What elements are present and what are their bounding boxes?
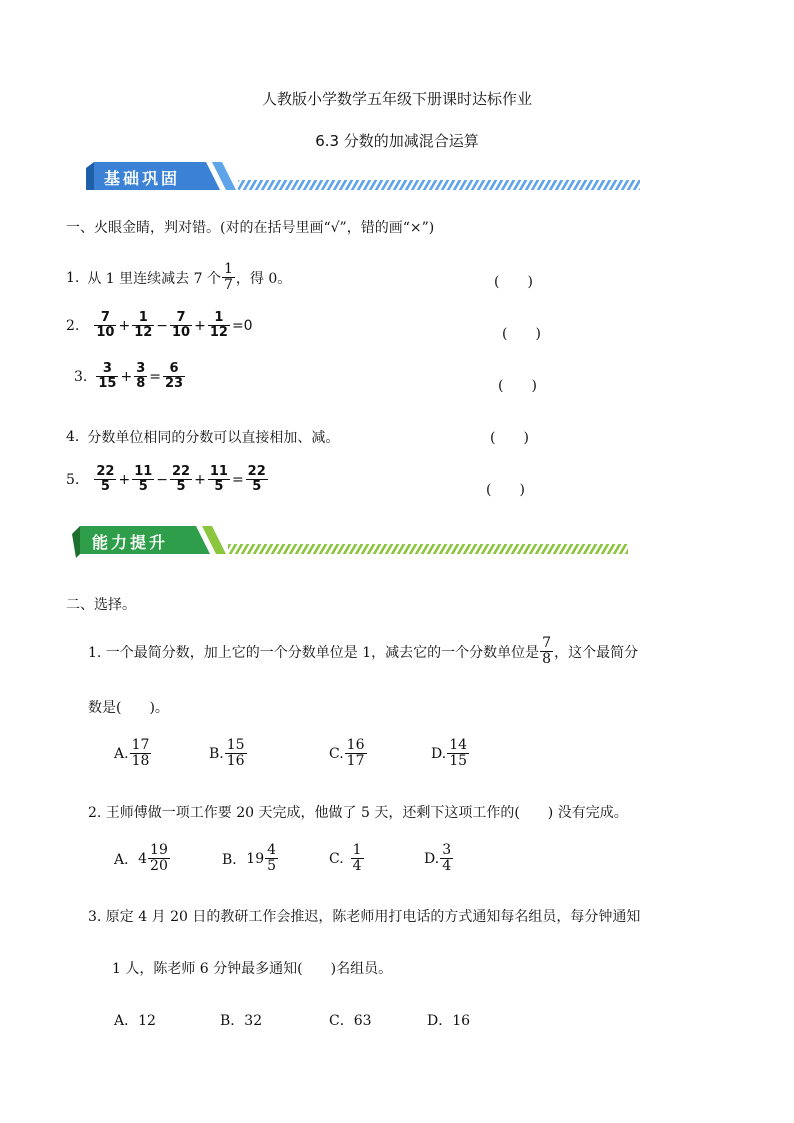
choice-option[interactable] — [114, 843, 171, 875]
choice-option[interactable] — [431, 738, 470, 770]
option-value: 32 — [244, 1013, 263, 1029]
option-label: C. — [329, 850, 344, 867]
equals: =0 — [231, 317, 253, 334]
option-value: 63 — [353, 1013, 372, 1029]
option-label: A. — [114, 745, 129, 762]
judge-q1 — [66, 262, 291, 294]
q-number: 1. — [66, 269, 80, 286]
option-label: B． — [222, 851, 247, 868]
option-label: C. — [329, 745, 344, 762]
judge-q5 — [66, 465, 269, 495]
fraction: $\frac{3}{8}$ — [136, 361, 146, 392]
choice-option[interactable] — [329, 843, 365, 875]
choice-option[interactable] — [222, 843, 279, 875]
choice-q1 — [88, 636, 638, 668]
answer-paren[interactable]: ( ) — [494, 274, 533, 290]
answer-paren[interactable]: ( ) — [486, 482, 525, 498]
fraction: $\frac{11}{5}$ — [134, 464, 153, 495]
mixed-whole: 4 — [138, 850, 148, 867]
equals: = — [231, 471, 244, 488]
answer-paren[interactable]: ( ) — [502, 326, 541, 342]
choice-q2-text: 2. 王师傅做一项工作要 20 天完成，他做了 5 天，还剩下这项工作的( ) 没有完成。 — [88, 805, 628, 821]
fraction: $\frac{1}{7}$ — [223, 261, 233, 294]
choice-option[interactable] — [424, 843, 454, 875]
choice-option[interactable] — [209, 738, 248, 770]
answer-paren[interactable]: ( ) — [498, 378, 537, 394]
option-value: 12 — [138, 1013, 156, 1029]
option-label: D． — [427, 1013, 453, 1029]
banner-advance-label: 能力提升 — [92, 533, 169, 552]
choice-option[interactable] — [114, 1010, 156, 1030]
fraction: $\frac{3}{15}$ — [98, 361, 117, 392]
fraction: $\frac{16}{17}$ — [346, 737, 365, 770]
fraction: $\frac{3}{4}$ — [442, 842, 452, 875]
option-label: D. — [431, 745, 447, 762]
option-label: D. — [424, 850, 440, 867]
operator: − — [156, 471, 169, 488]
fraction: $\frac{22}{5}$ — [96, 464, 115, 495]
choice-option[interactable] — [329, 1010, 372, 1030]
q1-text-b: ，这个最简分 — [554, 644, 639, 661]
choice-option[interactable] — [329, 738, 368, 770]
operator: − — [156, 317, 169, 334]
fraction: $\frac{1}{12}$ — [209, 310, 228, 341]
operator: + — [194, 317, 206, 334]
option-label: A． — [114, 1013, 139, 1029]
mixed-whole: 19 — [246, 850, 265, 867]
choice-option[interactable] — [114, 738, 152, 770]
q1-text-a: 从 1 里连续减去 7 个 — [87, 270, 221, 287]
fraction: $\frac{7}{10}$ — [172, 310, 191, 341]
fraction: $\frac{1}{12}$ — [134, 310, 153, 341]
q1-text-a: 1. 一个最简分数，加上它的一个分数单位是 1，减去它的一个分数单位是 — [88, 644, 540, 661]
q-number: 2. — [66, 317, 80, 334]
fraction: $\frac{7}{8}$ — [542, 635, 552, 668]
fraction: $\frac{7}{10}$ — [96, 310, 115, 341]
operator: + — [118, 317, 131, 334]
q-number: 4. — [66, 429, 80, 445]
option-value: 16 — [452, 1013, 471, 1029]
fraction: $\frac{1}{4}$ — [352, 842, 362, 875]
option-label: B． — [220, 1013, 245, 1029]
fraction: $\frac{19}{20}$ — [150, 842, 168, 875]
judge-q3 — [74, 362, 186, 392]
doc-subtitle: 6.3 分数的加减混合运算 — [315, 132, 479, 150]
fraction: $\frac{14}{15}$ — [449, 737, 468, 770]
fraction: $\frac{6}{23}$ — [164, 361, 184, 392]
q4-text: 分数单位相同的分数可以直接相加、减。 — [87, 430, 340, 446]
operator: + — [120, 368, 133, 385]
fraction: $\frac{22}{5}$ — [247, 464, 266, 495]
option-label: B. — [209, 745, 224, 762]
q1-text-b: ，得 0。 — [235, 270, 292, 287]
option-label: A． — [114, 851, 139, 868]
section2-heading: 二、选择。 — [66, 597, 136, 613]
fraction: $\frac{17}{18}$ — [131, 737, 150, 770]
doc-title: 人教版小学数学五年级下册课时达标作业 — [261, 90, 532, 108]
answer-paren[interactable]: ( ) — [490, 430, 529, 446]
fraction: $\frac{11}{5}$ — [209, 464, 228, 495]
banner-basic-label: 基础巩固 — [104, 169, 181, 188]
choice-option[interactable] — [427, 1010, 470, 1030]
section1-heading: 一、火眼金睛，判对错。(对的在括号里画“√”，错的画“×”) — [66, 220, 435, 236]
choice-q3-text-b: 1 人，陈老师 6 分钟最多通知( )名组员。 — [112, 961, 393, 977]
q1-text-c: 数是( )。 — [88, 700, 169, 716]
fraction: $\frac{4}{5}$ — [267, 842, 277, 875]
judge-q4 — [66, 427, 339, 447]
judge-q2 — [66, 311, 254, 341]
equals: = — [149, 368, 161, 385]
choice-q3-text-a: 3. 原定 4 月 20 日的教研工作会推迟，陈老师用打电话的方式通知每名组员，每分钟通知 — [88, 909, 641, 925]
fraction: $\frac{15}{16}$ — [226, 737, 245, 770]
fraction: $\frac{22}{5}$ — [172, 464, 191, 495]
q-number: 5. — [66, 471, 80, 488]
operator: + — [194, 471, 206, 488]
choice-option[interactable] — [220, 1010, 262, 1030]
option-label: C． — [329, 1013, 354, 1029]
q-number: 3. — [74, 368, 88, 385]
operator: + — [118, 471, 131, 488]
